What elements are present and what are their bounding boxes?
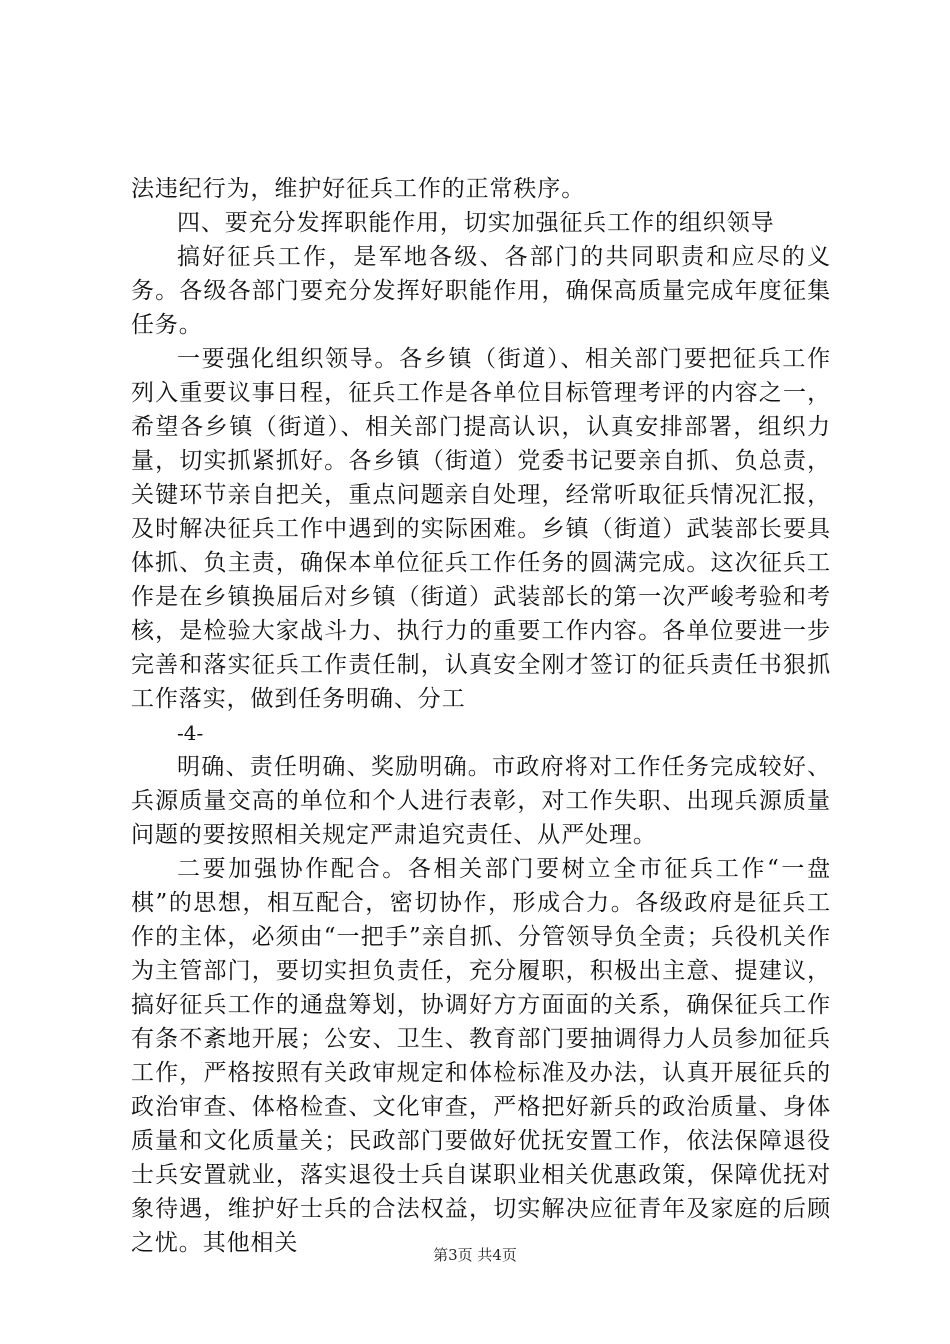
- paragraph-2: 搞好征兵工作，是军地各级、各部门的共同职责和应尽的义务。各级各部门要充分发挥好职能作用，确保高质量完成年度征集任务。: [131, 244, 831, 338]
- page-footer: 第3页 共4页: [433, 1246, 517, 1264]
- page-marker: -4-: [177, 721, 204, 745]
- document-body: [131, 172, 831, 1260]
- paragraph-3: 一要强化组织领导。各乡镇（街道）、相关部门要把征兵工作列入重要议事日程，征兵工作是各单位目标管理考评的内容之一，希望各乡镇（街道）、相关部门提高认识，认真安排部署，组织力量，切实抓紧抓好。各乡镇（街道）党委书记要亲自抓、负总责，关键环节亲自把关，重点问题亲自处理，经常听取征兵情况汇报，及时解决征兵工作中遇到的实际困难。乡镇（街道）武装部长要具体抓、负主责，确保本单位征兵工作任务的圆满完成。这次征兵工作是在乡镇换届后对乡镇（街道）武装部长的第一次严峻考验和考核，是检验大家战斗力、执行力的重要工作内容。各单位要进一步完善和落实征兵工作责任制，认真安全刚才签订的征兵责任书狠抓工作落实，做到任务明确、分工: [131, 346, 831, 712]
- paragraph-1: 法违纪行为，维护好征兵工作的正常秩序。: [131, 176, 586, 202]
- paragraph-5: 二要加强协作配合。各相关部门要树立全市征兵工作“一盘棋”的思想，相互配合，密切协作，形成合力。各级政府是征兵工作的主体，必须由“一把手”亲自抓、分管领导负全责；兵役机关作为主管部门，要切实担负责任，充分履职，积极出主意、提建议，搞好征兵工作的通盘筹划，协调好方方面面的关系，确保征兵工作有条不紊地开展；公安、卫生、教育部门要抽调得力人员参加征兵工作，严格按照有关政审规定和体检标准及办法，认真开展征兵的政治审查、体格检查、文化审查，严格把好新兵的政治质量、身体质量和文化质量关；民政部门要做好优抚安置工作，依法保障退役士兵安置就业，落实退役士兵自谋职业相关优惠政策，保障优抚对象待遇，维护好士兵的合法权益，切实解决应征青年及家庭的后顾之忧。其他相关: [131, 856, 831, 1256]
- section-heading-4: 四、要充分发挥职能作用，切实加强征兵工作的组织领导: [177, 210, 775, 236]
- paragraph-4: 明确、责任明确、奖励明确。市政府将对工作任务完成较好、兵源质量交高的单位和个人进行表彰，对工作失职、出现兵源质量问题的要按照相关规定严肃追究责任、从严处理。: [131, 754, 831, 848]
